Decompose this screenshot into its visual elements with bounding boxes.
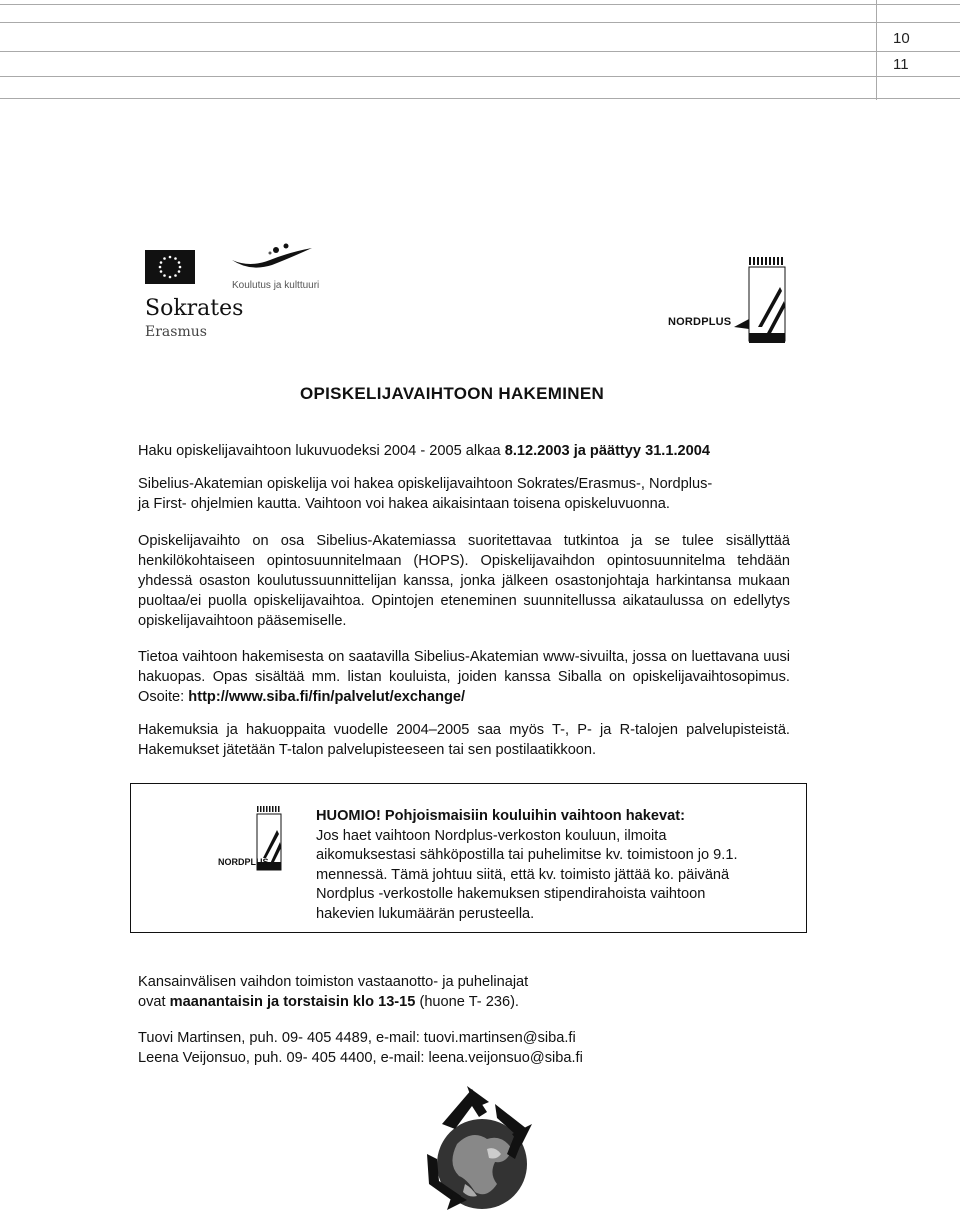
eu-flag-icon (145, 250, 195, 284)
exchange-link[interactable]: http://www.siba.fi/fin/palvelut/exchange/ (188, 689, 466, 705)
eligibility-paragraph (138, 474, 790, 514)
page-number: 11 (893, 56, 909, 73)
application-period (138, 441, 790, 461)
notice-line: aikomuksestasi sähköpostilla tai puhelimitse kv. toimistoon jo 9.1. (316, 847, 738, 863)
notice-line: mennessä. Tämä johtuu siitä, että kv. toimisto jättää ko. päivänä (316, 866, 730, 883)
ministry-swoosh-icon (230, 238, 315, 277)
application-period-text: Haku opiskelijavaihtoon lukuvuodeksi 2004 - 2005 alkaa (138, 443, 505, 459)
office-hours-paragraph (138, 972, 790, 1012)
office-hours-room: (huone T- 236). (415, 994, 519, 1010)
table-line (0, 4, 960, 5)
eligibility-line: Sibelius-Akatemian opiskelija voi hakea opiskelijavaihtoon Sokrates/Erasmus-, Nordplus- (138, 476, 713, 492)
table-line (0, 98, 960, 99)
table-line (0, 22, 960, 23)
page-title: OPISKELIJAVAIHTOON HAKEMINEN (300, 384, 605, 403)
sokrates-logo-text: Sokrates (145, 296, 244, 321)
contacts (138, 1028, 790, 1068)
notice-line: hakevien lukumäärän perusteella. (316, 905, 535, 922)
info-text: Tietoa vaihtoon hakemisesta on saatavilla Sibelius-Akatemian www-sivuilta, jossa on luettavana uusi hakuopas. Opas sisältää mm. listan kouluista, joiden kanssa Siballa on opiskelijavaihtosopimus. Osoite: (138, 649, 790, 705)
contact-line: Tuovi Martinsen, puh. 09- 405 4489, e-mail: tuovi.martinsen@siba.fi (138, 1030, 576, 1046)
office-hours-prefix: ovat (138, 994, 170, 1010)
table-line (0, 51, 960, 52)
recycle-globe-icon (417, 1084, 547, 1229)
page-number: 10 (893, 30, 910, 47)
table-divider (876, 0, 877, 100)
ministry-tagline: Koulutus ja kulttuuri (232, 280, 320, 291)
nordplus-logo-text: NORDPLUS (668, 316, 732, 328)
notice-heading: HUOMIO! Pohjoismaisiin kouluihin vaihtoon hakevat: (316, 808, 685, 824)
office-hours-line: Kansainvälisen vaihdon toimiston vastaanotto- ja puhelinajat (138, 974, 529, 990)
erasmus-logo-text: Erasmus (145, 324, 207, 340)
office-hours-times: maanantaisin ja torstaisin klo 13-15 (169, 994, 416, 1010)
info-paragraph (138, 647, 790, 707)
notice-text (316, 807, 796, 924)
page-number-table (0, 0, 960, 100)
notice-line: Jos haet vaihtoon Nordplus-verkoston kouluun, ilmoita (316, 827, 667, 844)
application-period-dates: 8.12.2003 ja päättyy 31.1.2004 (504, 443, 711, 459)
study-plan-paragraph: Opiskelijavaihto on osa Sibelius-Akatemiassa suoritettavaa tutkintoa ja se tulee sisällyttää henkilökohtaiseen opintosuunnitelmaan (HOPS). Opiskelijavaihdon opintosuunnitelma tehdään yhdessä osaston koulutussuunnittelijan kanssa, jonka jälkeen osastonjohtaja harkintansa mukaan puoltaa/ei puolla opiskelijavaihtoa. Opintojen eteneminen suunnitellussa aikataulussa on edellytys opiskelijavaihtoon pääsemiselle. (138, 533, 790, 629)
applications-paragraph: Hakemuksia ja hakuoppaita vuodelle 2004–2005 saa myös T-, P- ja R-talojen palvelupisteistä. Hakemukset jätetään T-talon palvelupisteeseen tai sen postilaatikkoon. (138, 722, 790, 758)
nordplus-small-logo (195, 806, 295, 881)
eligibility-line: ja First- ohjelmien kautta. Vaihtoon voi hakea aikaisintaan toisena opiskeluvuonna. (138, 496, 670, 512)
nordplus-logo (668, 257, 788, 345)
notice-line: Nordplus -verkostolle hakemuksen stipendirahoista vaihtoon (316, 886, 706, 902)
contact-line: Leena Veijonsuo, puh. 09- 405 4400, e-mail: leena.veijonsuo@siba.fi (138, 1050, 583, 1066)
nordplus-small-logo-text: NORDPLUS (218, 857, 269, 867)
table-line (0, 76, 960, 77)
